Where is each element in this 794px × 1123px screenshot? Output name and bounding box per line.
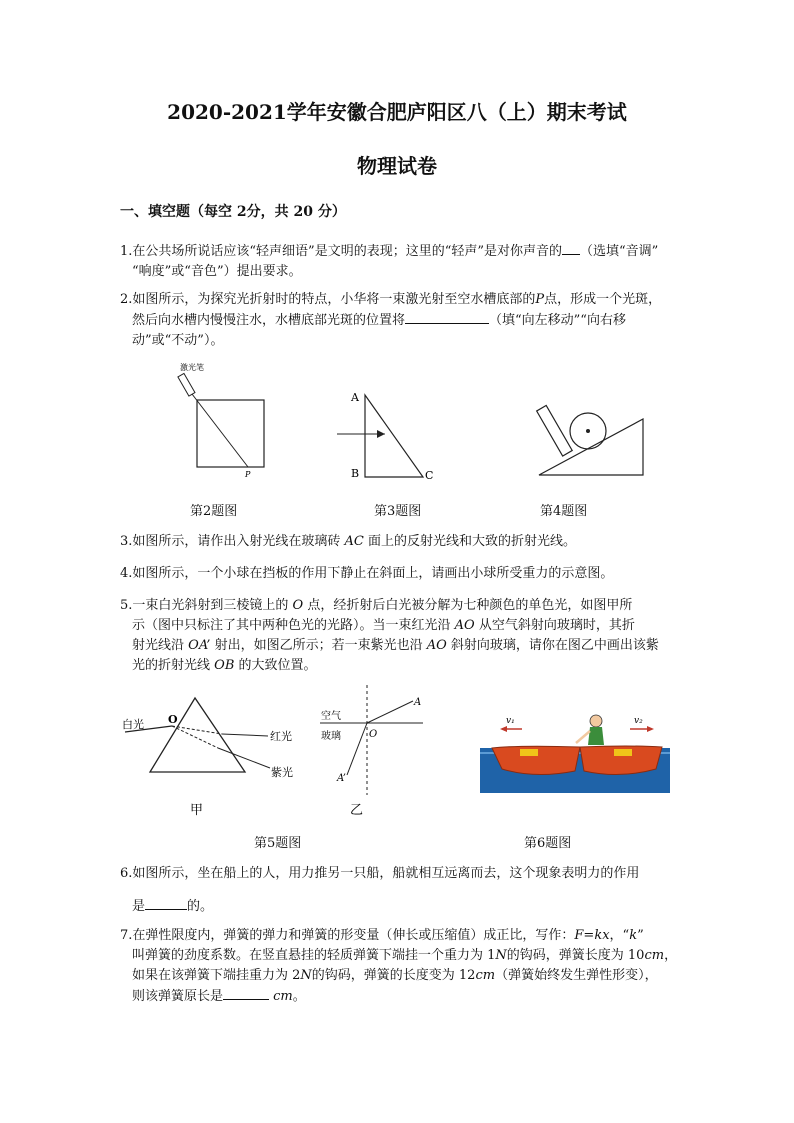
q7-text-4b: 。 (292, 989, 306, 1004)
figure-5-prism (120, 690, 310, 820)
fig5b-label: 乙 (350, 803, 364, 818)
label-a: A (351, 391, 359, 404)
q7-text-b: ，“ (609, 928, 630, 943)
q7-text-c: ” (637, 928, 644, 943)
q7-text-4: 则该弹簧原长是 (132, 989, 224, 1004)
q6-text: 6.如图所示，坐在船上的人，用力推另一只船，船就相互远离而去，这个现象表明力的作用 (120, 866, 640, 881)
q2-text-2b: （填“向左移动”“向右移 (489, 313, 626, 328)
laser-label: 激光笔 (180, 363, 204, 372)
q6-text-2b: 的。 (187, 899, 214, 914)
q4-text: 4.如图所示，一个小球在挡板的作用下静止在斜面上，请画出小球所受重力的示意图。 (120, 566, 614, 581)
q5-o: O (292, 598, 304, 613)
figure-2 (170, 360, 280, 480)
violet-light-label: 紫光 (271, 766, 293, 779)
red-light-label: 红光 (270, 730, 292, 743)
baffle-board (537, 405, 573, 456)
q2-text-2: 然后向水槽内慢慢注水，水槽底部光斑的位置将 (132, 313, 406, 328)
white-light-label: 白光 (122, 718, 144, 731)
q7-text-3b: 的钩码，弹簧的长度变为 12 (311, 968, 476, 983)
q7-cm1: cm (644, 948, 665, 963)
incline (539, 419, 643, 475)
q5-text-2b: 从空气斜射向玻璃时，其折 (478, 618, 635, 633)
q7-cm2: cm (475, 968, 496, 983)
a-prime-label: A’ (337, 773, 346, 784)
fig5-caption: 第5题图 (254, 836, 302, 851)
o2-label: O (369, 729, 378, 740)
q1-text-b: （选填“音调” (580, 244, 659, 259)
fig5a-label: 甲 (190, 803, 204, 818)
question-3 (120, 532, 700, 552)
question-7 (120, 926, 700, 1007)
q2-text-b: 点，形成一个光斑， (544, 292, 662, 307)
fig4-caption: 第4题图 (540, 504, 588, 519)
q7-text-2c: ， (664, 948, 678, 963)
laser-beam (192, 394, 248, 467)
q5-oa2: OA’ (188, 638, 211, 653)
question-2 (120, 290, 700, 351)
q7-n2: N (300, 968, 312, 983)
person-body (588, 727, 604, 745)
fig6-caption: 第6题图 (524, 836, 572, 851)
v1-arrow-icon (500, 726, 507, 732)
q7-n1: N (495, 948, 507, 963)
q7-cm3: cm (273, 989, 293, 1004)
q1-blank[interactable] (562, 241, 580, 255)
ball-center (586, 429, 590, 433)
q7-text-3c: （弹簧始终发生弹性形变）， (495, 968, 658, 983)
fig2-caption: 第2题图 (190, 504, 238, 519)
q7-blank[interactable] (223, 986, 269, 1000)
figure-3 (335, 385, 445, 485)
question-4 (120, 564, 700, 584)
person-arm (576, 731, 590, 743)
q7-text-3: 如果在该弹簧下端挂重力为 2 (132, 968, 301, 983)
q2-p: P (535, 292, 545, 307)
incident-ray-ao (367, 701, 413, 723)
q7-text: 7.在弹性限度内，弹簧的弹力和弹簧的形变量（伸长或压缩值）成正比，写作： (120, 928, 575, 943)
q6-blank[interactable] (145, 896, 187, 910)
laser-pen-icon (178, 373, 195, 396)
q5-text: 5.一束白光斜射到三棱镜上的 (120, 598, 289, 613)
q1-text: 1.在公共场所说话应该“轻声细语”是文明的表现；这里的“轻声”是对你声音的 (120, 244, 562, 259)
label-c: C (425, 469, 434, 482)
q5-ob: OB (214, 658, 235, 673)
q7-text-2b: 的钩码，弹簧长度为 10 (506, 948, 645, 963)
figure-5-refraction (315, 683, 430, 823)
v2-arrow-icon (647, 726, 654, 732)
q5-ao2: AO (426, 638, 447, 653)
figure-4 (535, 395, 650, 480)
q7-formula: F=kx (574, 928, 610, 943)
refracted-ray-oa2 (347, 723, 367, 775)
question-5 (120, 596, 700, 676)
violet-ray (218, 748, 270, 768)
q5-text-3c: 斜射向玻璃，请你在图乙中画出该紫 (450, 638, 659, 653)
q5-text-3: 射光线沿 (132, 638, 185, 653)
q5-text-2: 示（图中只标注了其中两种色光的光路）。当一束红光沿 (132, 618, 451, 633)
q2-text-3: 动”或“不动”）。 (132, 333, 224, 348)
red-ray (222, 734, 268, 736)
v2-label: v₂ (634, 716, 643, 726)
q5-ao: AO (454, 618, 475, 633)
exam-title: 2020-2021学年安徽合肥庐阳区八（上）期末考试 (167, 100, 627, 124)
label-b: B (351, 467, 360, 480)
q5-text-3b: 射出，如图乙所示；若一束紫光也沿 (214, 638, 423, 653)
fig3-caption: 第3题图 (374, 504, 422, 519)
glass-label: 玻璃 (321, 731, 341, 742)
q2-blank[interactable] (405, 310, 489, 324)
q6-text-2: 是 (132, 899, 146, 914)
section-heading: 一、填空题（每空 2分，共 20 分） (120, 204, 346, 220)
left-boat-seat (520, 749, 538, 756)
question-6 (120, 864, 700, 917)
person-head (590, 715, 602, 727)
right-boat-seat (614, 749, 632, 756)
o-label: O (168, 713, 178, 726)
q2-text: 2.如图所示，为探究光折射时的特点，小华将一束激光射至空水槽底部的 (120, 292, 536, 307)
glass-prism (365, 395, 423, 477)
air-label: 空气 (321, 711, 341, 722)
q5-text-b: 点，经折射后白光被分解为七种颜色的单色光，如图甲所 (307, 598, 633, 613)
question-1 (120, 241, 700, 282)
q5-text-4: 光的折射光线 (132, 658, 211, 673)
exam-subtitle: 物理试卷 (357, 154, 437, 178)
q5-text-4b: 的大致位置。 (238, 658, 317, 673)
figure-6-boats (480, 703, 670, 793)
q7-k: k (629, 928, 638, 943)
q7-text-2: 叫弹簧的劲度系数。在竖直悬挂的轻质弹簧下端挂一个重力为 1 (132, 948, 496, 963)
q3-text: 3.如图所示，请作出入射光线在玻璃砖 (120, 534, 341, 549)
water-tank (197, 400, 264, 467)
q3-text-b: 面上的反射光线和大致的折射光线。 (368, 534, 577, 549)
q1-text-2: “响度”或“音色”）提出要求。 (132, 264, 302, 279)
arrow-icon (377, 430, 385, 438)
a-label: A (414, 697, 422, 708)
inner-ray-violet (172, 726, 218, 748)
v1-label: v₁ (506, 716, 515, 726)
q3-ac: AC (344, 534, 364, 549)
prism (150, 698, 245, 772)
p-label: P (245, 470, 251, 479)
